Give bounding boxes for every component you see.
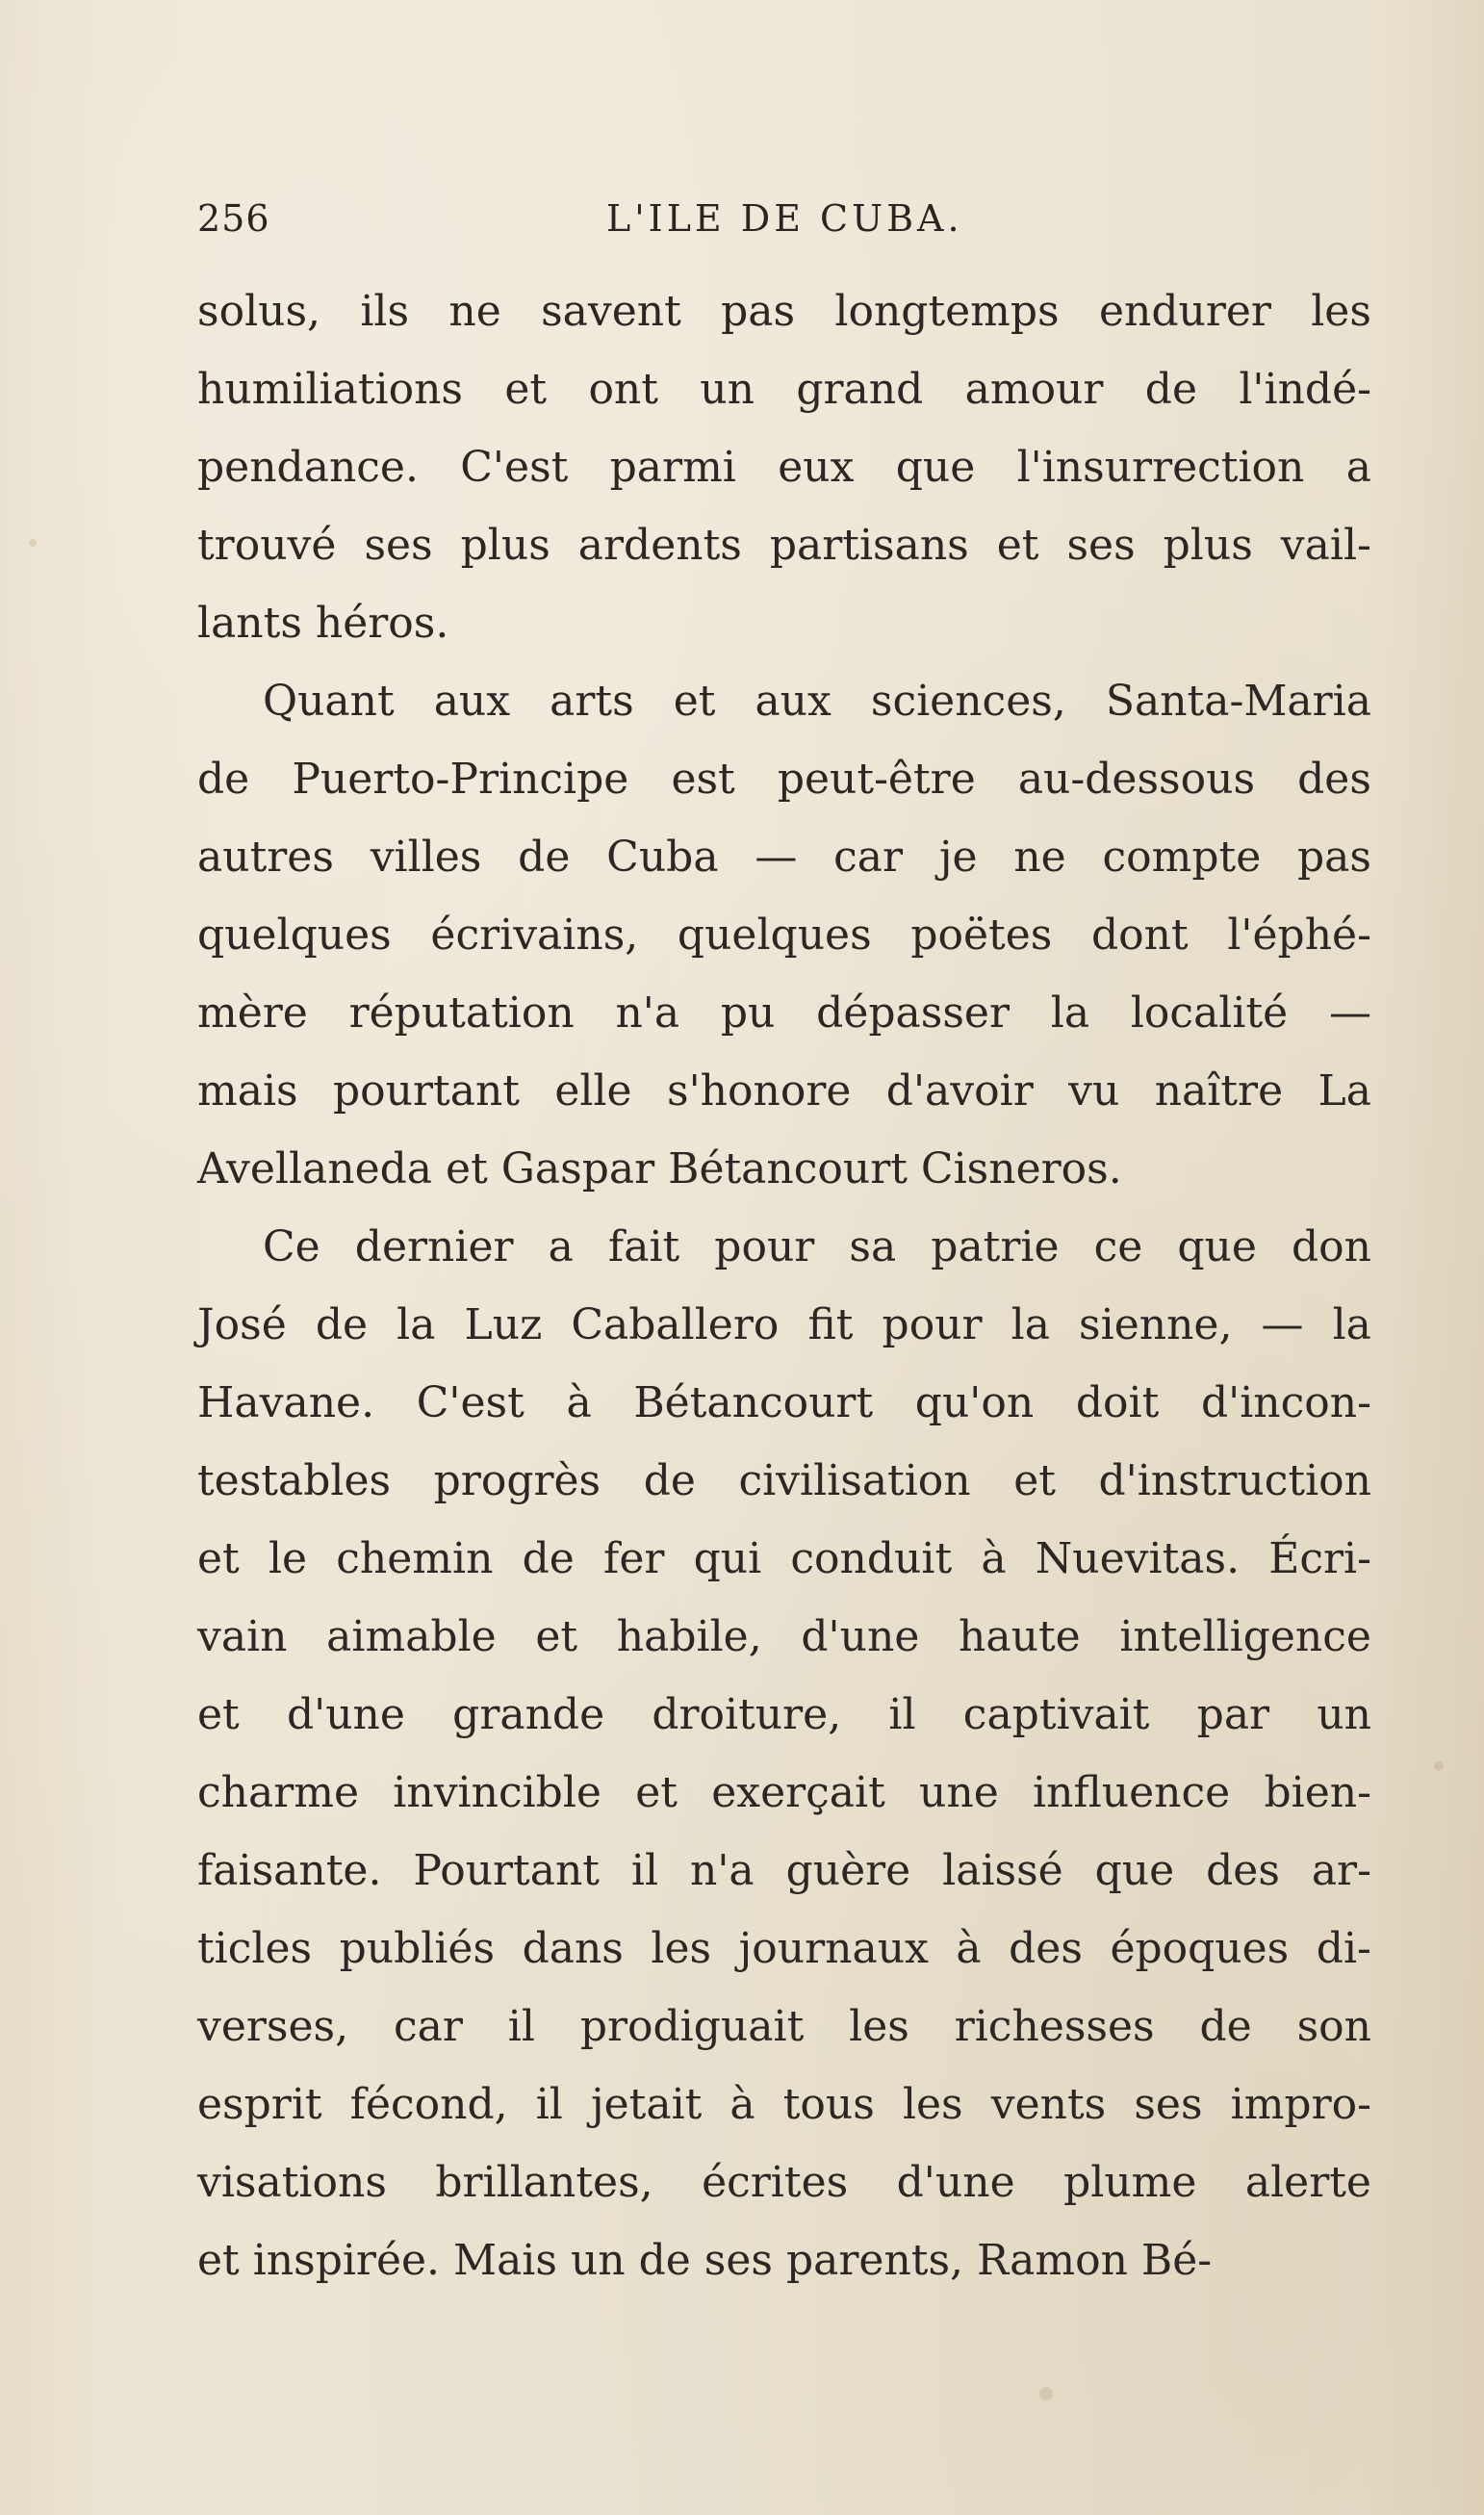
- text-line: de Puerto-Principe est peut-être au-dessous des: [197, 755, 1371, 804]
- text-line: Quant aux arts et aux sciences, Santa-Maria: [263, 677, 1371, 726]
- text-line: vain aimable et habile, d'une haute intelligence: [197, 1612, 1371, 1661]
- page-number: 256: [197, 197, 270, 240]
- paragraph: [197, 1208, 1371, 2299]
- text-line: Avellaneda et Gaspar Bétancourt Cisneros.: [197, 1144, 1122, 1193]
- text-line: verses, car il prodiguait les richesses de son: [197, 2002, 1371, 2051]
- text-line: mère réputation n'a pu dépasser la localité —: [197, 988, 1371, 1038]
- text-line: esprit fécond, il jetait à tous les vents ses impro-: [197, 2080, 1371, 2129]
- running-title: L'ILE DE CUBA.: [606, 197, 963, 240]
- text-line: Havane. C'est à Bétancourt qu'on doit d'incon-: [197, 1378, 1371, 1427]
- text-line: autres villes de Cuba — car je ne compte pas: [197, 833, 1371, 882]
- text-line: solus, ils ne savent pas longtemps endurer les: [197, 287, 1371, 336]
- paragraph: [197, 272, 1371, 662]
- paragraph-container: [197, 272, 1371, 2299]
- paper-stain: [1434, 1761, 1444, 1771]
- paragraph: [197, 662, 1371, 1208]
- text-line: faisante. Pourtant il n'a guère laissé que des ar-: [197, 1846, 1371, 1895]
- text-line: ticles publiés dans les journaux à des époques di-: [197, 1924, 1371, 1973]
- text-line: José de la Luz Caballero fit pour la sienne, — la: [197, 1300, 1371, 1349]
- text-line: mais pourtant elle s'honore d'avoir vu naître La: [197, 1066, 1371, 1116]
- text-line: lants héros.: [197, 599, 449, 648]
- text-line: Ce dernier a fait pour sa patrie ce que don: [263, 1222, 1371, 1271]
- text-line: testables progrès de civilisation et d'instruction: [197, 1456, 1371, 1505]
- page-header: [197, 197, 1371, 255]
- paper-stain: [29, 539, 37, 547]
- text-line: et inspirée. Mais un de ses parents, Ramon Bé-: [197, 2236, 1213, 2285]
- paper-stain: [1039, 2387, 1053, 2400]
- text-line: trouvé ses plus ardents partisans et ses plus vail-: [197, 521, 1371, 570]
- body-text: [197, 272, 1371, 2299]
- text-line: et d'une grande droiture, il captivait par un: [197, 1690, 1371, 1739]
- text-line: pendance. C'est parmi eux que l'insurrection a: [197, 443, 1371, 492]
- text-line: et le chemin de fer qui conduit à Nuevitas. Écri-: [197, 1534, 1371, 1583]
- text-line: charme invincible et exerçait une influence bien-: [197, 1768, 1371, 1817]
- text-line: quelques écrivains, quelques poëtes dont l'éphé-: [197, 911, 1371, 960]
- text-line: humiliations et ont un grand amour de l'indé-: [197, 365, 1371, 414]
- text-line: visations brillantes, écrites d'une plume alerte: [197, 2158, 1371, 2207]
